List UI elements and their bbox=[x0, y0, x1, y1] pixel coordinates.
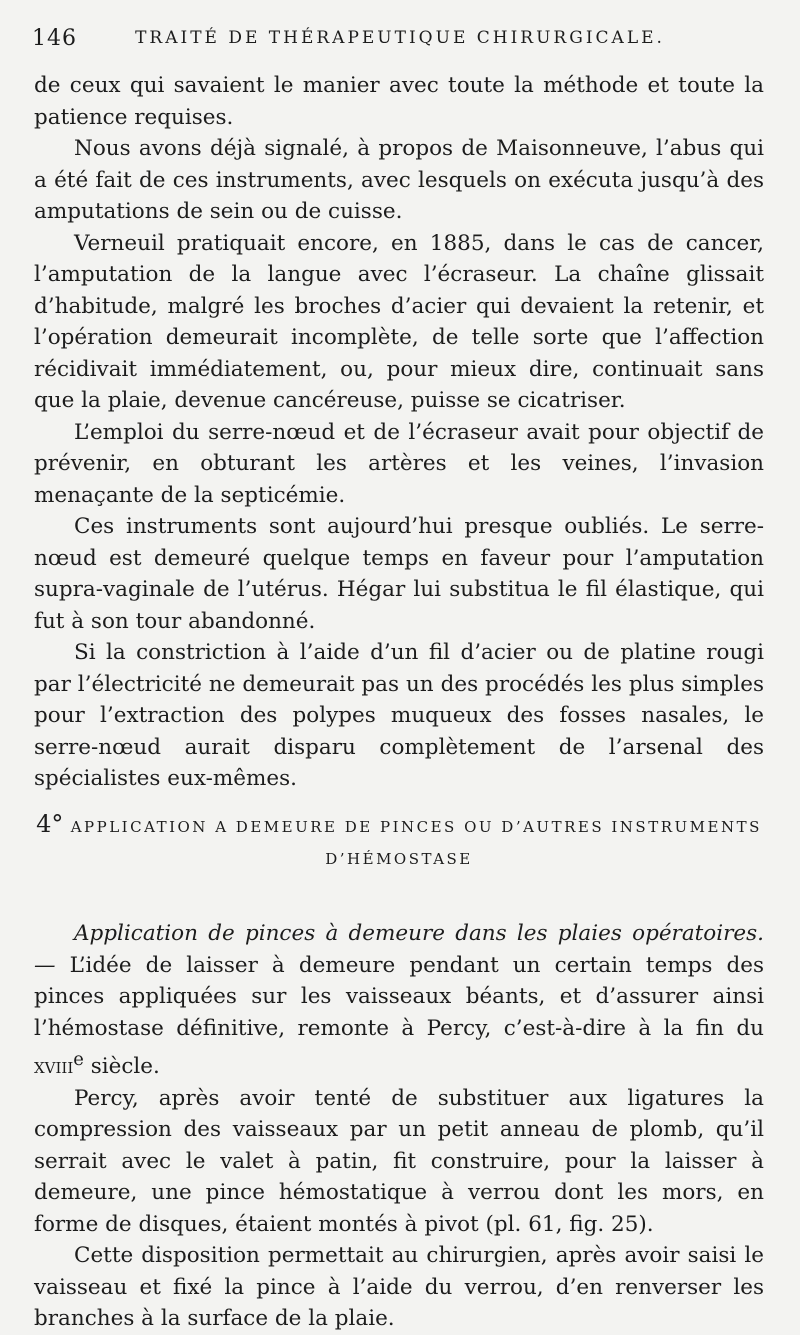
paragraph: Percy, après avoir tenté de substituer aux ligatures la compression des vaisseaux par un petit anneau de plomb, qu’il serrait avec le valet à patin, fit construire, pour la laisser à demeure, une pince hémostatique à verrou dont les mors, en forme de disques, étaient montés à pivot (pl. 61, fig. 25). bbox=[34, 1085, 764, 1237]
paragraph: Ces instruments sont aujourd’hui presque oubliés. Le serre-nœud est demeuré quelque temps en faveur pour l’amputation supra-vaginale de l’utérus. Hégar lui substitua le fil élastique, qui fut à son tour abandonné. bbox=[34, 514, 764, 634]
subsection-tail: siècle. bbox=[83, 1054, 160, 1080]
paragraph: L’emploi du serre-nœud et de l’écraseur avait pour objectif de prévenir, en obturant les artères et les veines, l’invasion menaçante de la septicémie. bbox=[34, 419, 764, 508]
paragraph: Verneuil pratiquait encore, en 1885, dans le cas de cancer, l’amputation de la langue avec l’écraseur. La chaîne glissait d’habitude, malgré les broches d’acier qui devaient la retenir, et l’opération demeurait incomplète, de telle sorte que l’affection récidivait immédiatement, ou, pour mieux dire, continuait sans que la plaie, devenue cancéreuse, puisse se cicatriser. bbox=[34, 230, 764, 413]
page-number: 146 bbox=[32, 26, 77, 51]
text-block-bottom bbox=[34, 918, 764, 1335]
century-suffix: e bbox=[73, 1049, 84, 1070]
text-block-top bbox=[34, 70, 764, 795]
subsection-lead: L’idée de laisser à demeure pendant un certain temps des pinces appliquées sur les vaisseaux béants, et d’assurer ainsi l’hémostase définitive, remonte à Percy, c’est-à-dire à la fin du bbox=[34, 952, 764, 1041]
section-heading-line1 bbox=[34, 808, 764, 843]
section-number: 4° bbox=[36, 810, 64, 838]
page-header bbox=[30, 22, 770, 58]
section-title-line1: APPLICATION A DEMEURE DE PINCES OU D’AUTRES INSTRUMENTS bbox=[70, 818, 762, 836]
subsection-paragraph bbox=[34, 918, 764, 1083]
paragraph: Si la constriction à l’aide d’un fil d’acier ou de platine rougi par l’électricité ne demeurait pas un des procédés les plus simples pour l’extraction des polypes muqueux des fosses nasales, le serre-nœud aurait disparu complètement de l’arsenal des spécialistes eux-mêmes. bbox=[34, 640, 764, 791]
section-title-line2: D’HÉMOSTASE bbox=[325, 850, 473, 868]
paragraph: Cette disposition permettait au chirurgien, après avoir saisi le vaisseau et fixé la pince à l’aide du verrou, d’en renverser les branches à la surface de la plaie. bbox=[34, 1243, 764, 1332]
paragraph: Nous avons déjà signalé, à propos de Maisonneuve, l’abus qui a été fait de ces instruments, avec lesquels on exécuta jusqu’à des amputations de sein ou de cuisse. bbox=[34, 136, 764, 224]
paragraph-continuation: de ceux qui savaient le manier avec toute la méthode et toute la patience requises. bbox=[34, 73, 764, 130]
running-title: TRAITÉ DE THÉRAPEUTIQUE CHIRURGICALE. bbox=[135, 28, 665, 48]
section-heading bbox=[34, 808, 764, 875]
subsection-title: Application de pinces à demeure dans les plaies opératoires. — bbox=[34, 921, 764, 978]
century-numeral: xviii bbox=[34, 1054, 74, 1080]
